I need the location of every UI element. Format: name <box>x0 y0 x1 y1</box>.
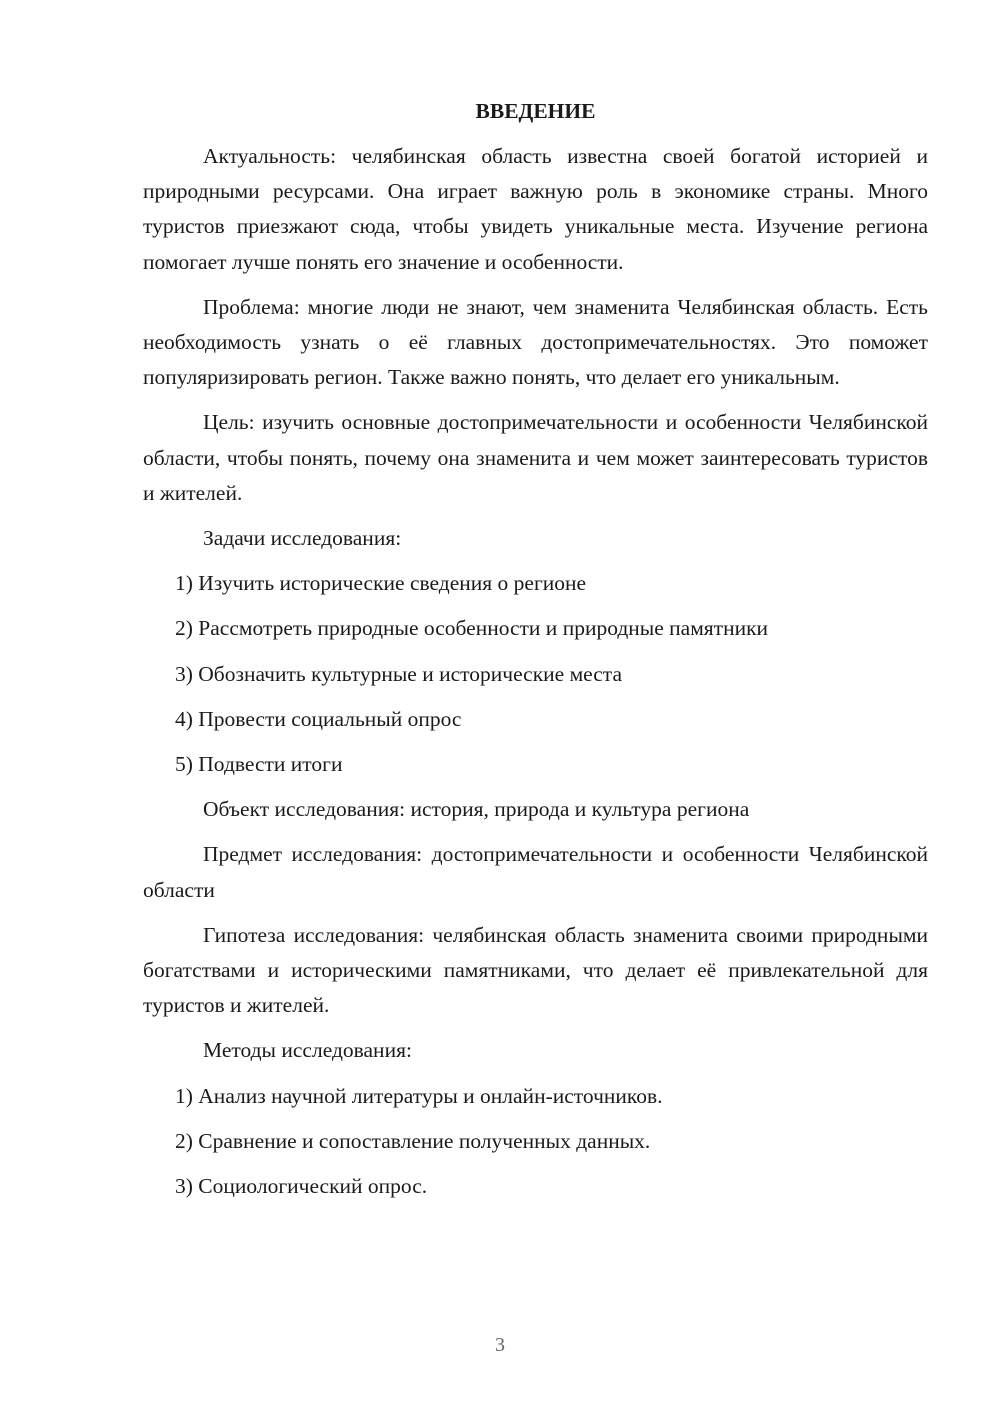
subject-paragraph: Предмет исследования: достопримечательности и особенности Челябинской области <box>143 842 928 902</box>
goal-paragraph: Цель: изучить основные достопримечательности и особенности Челябинской области, чтобы понять, почему она знаменита и чем может заинтересовать туристов и жителей. <box>143 410 928 505</box>
object-paragraph: Объект исследования: история, природа и культура региона <box>203 797 750 822</box>
relevance-paragraph: Актуальность: челябинская область известна своей богатой историей и природными ресурсами. Она играет важную роль в экономике страны. Много туристов приезжают сюда, чтобы увидеть уникальные места. Изучение региона помогает лучше понять его значение и особенности. <box>143 144 928 274</box>
document-title: ВВЕДЕНИЕ <box>475 99 596 123</box>
list-item: 3) Обозначить культурные и исторические места <box>175 661 622 686</box>
list-item: 2) Рассмотреть природные особенности и природные памятники <box>175 616 769 641</box>
tasks-heading: Задачи исследования: <box>203 526 402 551</box>
document-page <box>143 95 928 1214</box>
tasks-list <box>143 566 928 782</box>
methods-list <box>143 1079 928 1205</box>
list-item: 5) Подвести итоги <box>175 752 343 777</box>
list-item: 3) Социологический опрос. <box>175 1174 428 1199</box>
list-item: 4) Провести социальный опрос <box>175 706 462 731</box>
list-item: 2) Сравнение и сопоставление полученных данных. <box>175 1128 651 1153</box>
list-item: 1) Анализ научной литературы и онлайн-источников. <box>175 1083 663 1108</box>
hypothesis-paragraph: Гипотеза исследования: челябинская область знаменита своими природными богатствами и историческими памятниками, что делает её привлекательной для туристов и жителей. <box>143 922 928 1018</box>
problem-paragraph: Проблема: многие люди не знают, чем знаменита Челябинская область. Есть необходимость узнать о её главных достопримечательностях. Это поможет популяризировать регион. Также важно понять, что делает его уникальным. <box>143 294 928 390</box>
list-item: 1) Изучить исторические сведения о регионе <box>175 571 587 596</box>
page-number: 3 <box>495 1334 505 1356</box>
methods-heading: Методы исследования: <box>203 1038 412 1063</box>
